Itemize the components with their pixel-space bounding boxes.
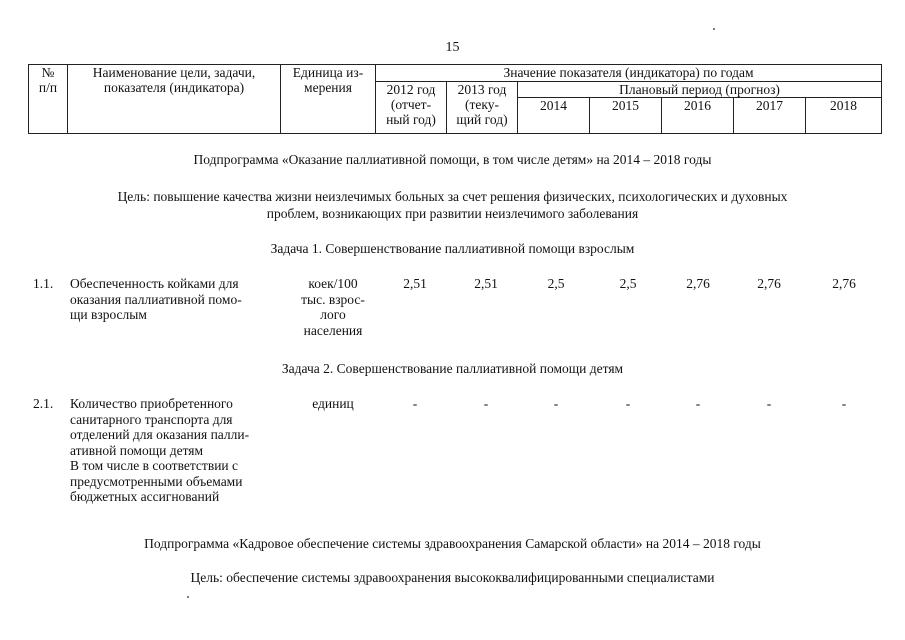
value-2015: 2,5 [619,276,637,291]
row-name-line: оказания паллиативной помо- [70,291,242,307]
row-name-line: В том числе в соответствии с [70,458,239,473]
row-unit-line: населения [303,322,363,338]
header-year-2015: 2015 [590,98,662,134]
header-plan-period: Плановый период (прогноз) [518,82,882,98]
indicator-table-header [28,64,882,134]
header-num-line2: п/п [38,80,58,95]
row-name-line: Количество приобретенного [70,396,233,411]
row-unit-line: тыс. взрос- [301,291,365,307]
header-year-2017: 2017 [734,98,806,134]
header-2012-line2: (отчет- [390,97,432,112]
row-name-line: Обеспеченность койками для [70,276,239,291]
header-2012-line1: 2012 год [386,82,436,97]
value-2016: - [695,396,701,411]
header-2013-line1: 2013 год [457,82,507,97]
value-2018: 2,76 [832,276,856,291]
row-name-line: ативной помощи детям [70,442,204,458]
row-name-line: отделений для оказания палли- [70,427,250,442]
scan-speck [187,596,189,598]
value-2016: 2,76 [686,276,710,291]
task1-heading: Задача 1. Совершенствование паллиативной помощи взрослым [270,241,635,256]
row-name-line: санитарного транспорта для [70,411,233,427]
subprogram2-goal: Цель: обеспечение системы здравоохранения высококвалифицированными специалистами [190,570,715,585]
subprogram2-title: Подпрограмма «Кадровое обеспечение системы здравоохранения Самарской области» на 2014 – 2018 годы [144,536,761,551]
page-number: 15 [445,40,460,55]
header-unit-line1: Единица из- [292,65,364,80]
value-2015: - [625,396,631,411]
header-2013-line3: щий год) [456,112,508,127]
header-unit-cell [281,65,376,134]
row-unit-line: лого [320,307,346,322]
row-name-line: предусмотренными объемами [70,473,243,489]
subprogram1-goal-line1: Цель: повышение качества жизни неизлечимых больных за счет решения физических, психологических и духовных [117,189,788,204]
header-2013-cell [447,82,518,134]
header-num-cell [29,65,68,134]
row-name-line: щи взрослым [70,307,147,322]
row-unit-line: коек/100 [308,276,358,291]
value-2017: - [766,396,772,411]
value-2013: - [483,396,489,411]
row-name-line: бюджетных ассигнований [70,489,220,504]
scan-speck [713,28,715,30]
value-2014: - [553,396,559,411]
header-unit-line2: мерения [304,80,352,95]
value-2018: - [841,396,847,411]
row-number: 1.1. [33,276,54,291]
row-indicator-name [70,276,282,323]
subprogram1-goal-line2: проблем, возникающих при развитии неизлечимого заболевания [266,206,639,221]
header-name-cell [68,65,281,134]
row-unit: единиц [312,396,354,411]
header-2012-cell [376,82,447,134]
header-year-2018: 2018 [806,98,882,134]
value-2014: 2,5 [547,276,565,291]
header-year-2014: 2014 [518,98,590,134]
row-indicator-name [70,396,286,505]
header-name-line2: показателя (индикатора) [103,80,245,95]
value-2012: 2,51 [403,276,427,291]
header-2013-line2: (теку- [464,97,499,112]
value-2013: 2,51 [474,276,498,291]
header-name-line1: Наименование цели, задачи, [92,65,256,80]
value-2017: 2,76 [757,276,781,291]
header-2012-line3: ный год) [386,112,436,127]
value-2012: - [412,396,418,411]
task2-heading: Задача 2. Совершенствование паллиативной помощи детям [281,361,624,376]
header-num-line1: № [41,65,55,80]
subprogram1-title: Подпрограмма «Оказание паллиативной помощи, в том числе детям» на 2014 – 2018 годы [193,152,712,167]
row-unit [288,276,378,338]
header-values-title: Значение показателя (индикатора) по годам [376,65,882,82]
row-number: 2.1. [33,396,54,411]
header-year-2016: 2016 [662,98,734,134]
